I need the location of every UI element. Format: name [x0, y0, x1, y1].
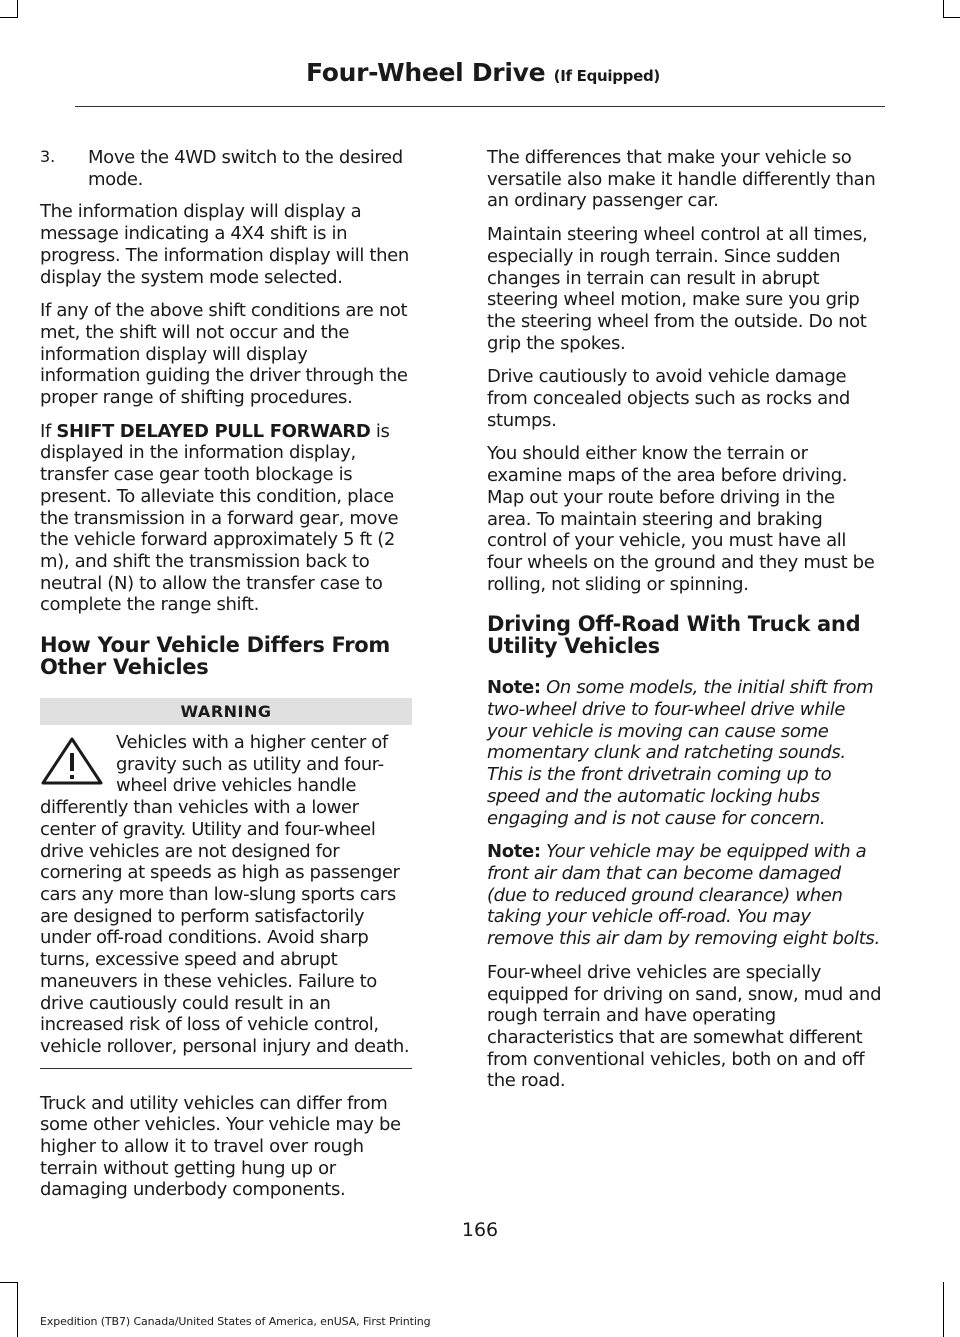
- warning-box: [40, 732, 412, 1058]
- left-column: [40, 147, 412, 1213]
- note-text: On some models, the initial shift from two-wheel drive to four-wheel drive while your vehicle is moving can cause some momentary clunk and ratcheting sounds. This is the front drivetrain coming up to speed and the automatic locking hubs engaging and is not cause for concern.: [487, 677, 874, 829]
- header-subtitle: (If Equipped): [553, 67, 660, 85]
- page-number: 166: [461, 1219, 499, 1241]
- paragraph: If any of the above shift conditions are not met, the shift will not occur and the information display will display information guiding the driver through the proper range of shifting procedures.: [40, 300, 408, 409]
- paragraph: The differences that make your vehicle so versatile also make it handle differently than an ordinary passenger car.: [487, 147, 876, 212]
- note: [487, 677, 882, 829]
- paragraph: Truck and utility vehicles can differ from some other vehicles. Your vehicle may be higher to allow it to travel over rough terrain without getting hung up or damaging underbody components.: [40, 1092, 401, 1201]
- crop-mark: [17, 0, 18, 18]
- warning-header: WARNING: [40, 698, 412, 725]
- header-rule: [75, 106, 885, 107]
- warning-rule: [40, 1068, 412, 1069]
- paragraph: The information display will display a message indicating a 4X4 shift is in progress. The information display will then display the system mode selected.: [40, 201, 409, 288]
- note-label: Note:: [487, 677, 541, 699]
- paragraph: Maintain steering wheel control at all times, especially in rough terrain. Since sudden changes in terrain can result in abrupt steering wheel motion, make sure you grip the steering wheel from the outside. Do not grip the spokes.: [487, 224, 868, 354]
- message-keyword: SHIFT DELAYED PULL FORWARD: [56, 420, 371, 442]
- paragraph-prefix: If: [40, 420, 51, 442]
- warning-text: Vehicles with a higher center of gravity such as utility and four-wheel drive vehicles handle differently than vehicles with a lower center of gravity. Utility and four-wheel drive vehicles are not designed for cornering at speeds as high as passenger cars any more than low-slung sports cars are designed to perform satisfactorily under off-road conditions. Avoid sharp turns, excessive speed and abrupt maneuvers in these vehicles. Failure to drive cautiously could result in an increased risk of loss of vehicle control, vehicle rollover, personal injury and death.: [40, 732, 410, 1057]
- warning-triangle-icon: [40, 736, 104, 786]
- paragraph: Drive cautiously to avoid vehicle damage from concealed objects such as rocks and stumps.: [487, 366, 850, 431]
- note-text: Your vehicle may be equipped with a front air dam that can become damaged (due to reduced ground clearance) when taking your vehicle off-road. You may remove this air dam by removing eight bolts.: [487, 841, 880, 950]
- crop-mark: [0, 1282, 18, 1283]
- paragraph: Four-wheel drive vehicles are specially equipped for driving on sand, snow, mud and rough terrain and have operating characteristics that are somewhat different from conventional vehicles, both on and off the road.: [487, 961, 882, 1092]
- paragraph: You should either know the terrain or examine maps of the area before driving. Map out your route before driving in the area. To maintain steering and braking control of your vehicle, you must have all four wheels on the ground and they must be rolling, not sliding or spinning.: [487, 443, 875, 595]
- paragraph: [40, 421, 412, 616]
- section-heading: How Your Vehicle Differs From Other Vehicles: [40, 633, 391, 680]
- crop-mark: [0, 17, 18, 18]
- section-heading: Driving Off-Road With Truck and Utility Vehicles: [487, 612, 861, 659]
- header-title: Four-Wheel Drive: [305, 58, 546, 87]
- paragraph-rest: is displayed in the information display, transfer case gear tooth blockage is present. To alleviate this condition, place the transmission in a forward gear, move the vehicle forward approximately 5 ft (2 m), and shift the transmission back to neutral (N) to allow the transfer case to complete the range shift.: [40, 420, 399, 616]
- right-column: [487, 147, 882, 1104]
- note-label: Note:: [487, 841, 541, 863]
- crop-mark: [943, 0, 944, 18]
- page-header: [306, 58, 660, 87]
- crop-mark: [943, 1282, 944, 1337]
- footer-text: Expedition (TB7) Canada/United States of America, enUSA, First Printing: [40, 1315, 431, 1328]
- step-item: [40, 147, 412, 190]
- step-text: Move the 4WD switch to the desired mode.: [88, 147, 403, 190]
- note: [487, 841, 882, 950]
- step-number: 3.: [40, 147, 56, 166]
- crop-mark: [943, 17, 960, 18]
- crop-mark: [17, 1282, 18, 1337]
